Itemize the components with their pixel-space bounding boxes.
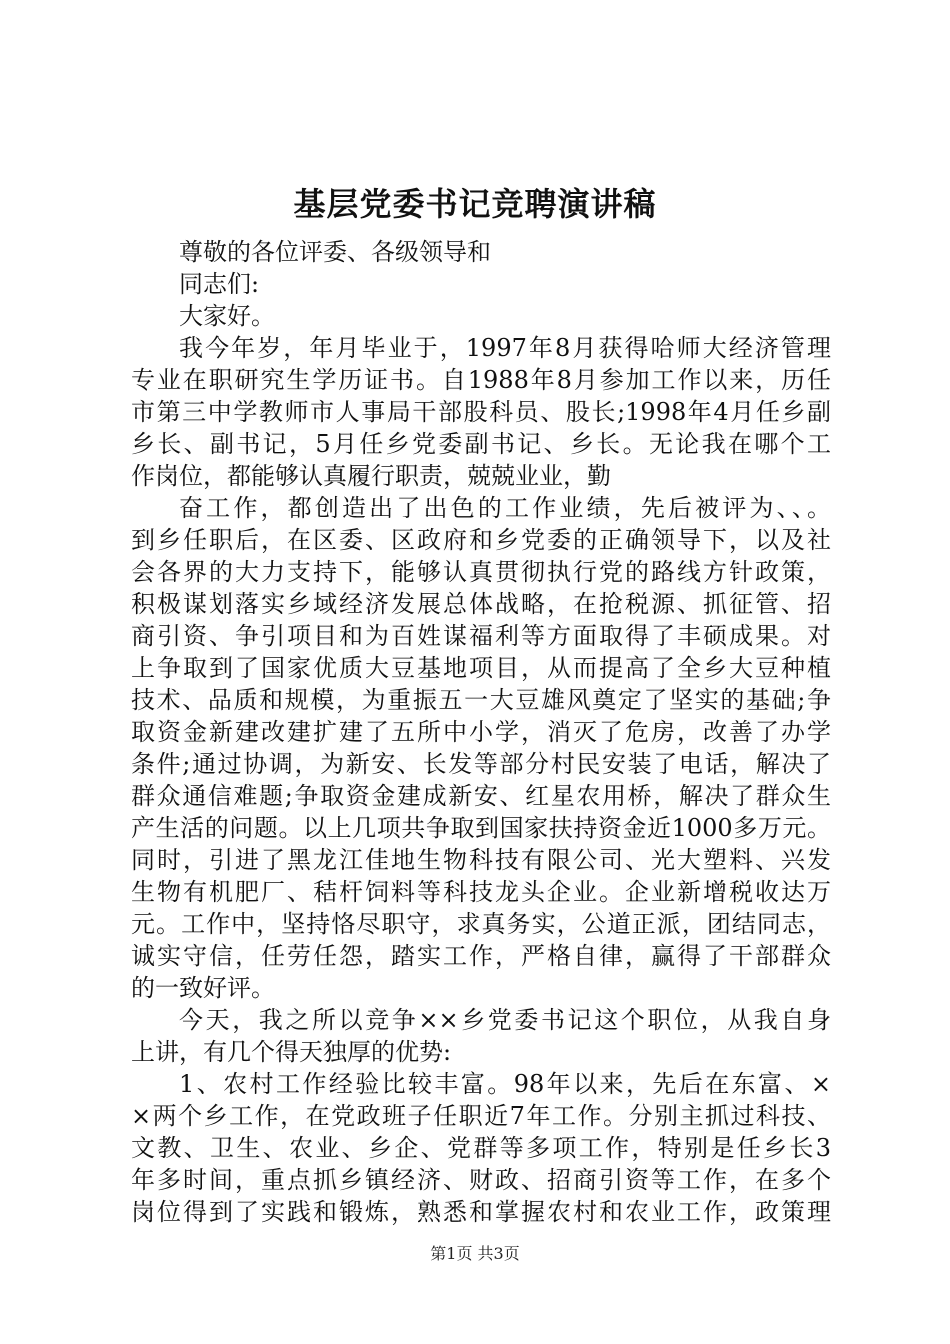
body-line: 尊敬的各位评委、各级领导和 [179, 238, 491, 266]
body-line: 年多时间，重点抓乡镇经济、财政、招商引资等工作，在多个 [131, 1166, 831, 1194]
body-line: 条件;通过协调，为新安、长发等部分村民安装了电话，解决了 [131, 750, 831, 778]
body-line: 会各界的大力支持下，能够认真贯彻执行党的路线方针政策， [131, 558, 831, 586]
body-line: ×两个乡工作，在党政班子任职近7年工作。分别主抓过科技、 [131, 1102, 831, 1130]
body-line: 大家好。 [179, 302, 275, 330]
body-line: 奋工作，都创造出了出色的工作业绩，先后被评为、、。 [179, 494, 831, 522]
body-line: 取资金新建改建扩建了五所中小学，消灭了危房，改善了办学 [131, 718, 831, 746]
body-line: 产生活的问题。以上几项共争取到国家扶持资金近1000多万元。 [131, 814, 831, 842]
body-line: 诚实守信，任劳任怨，踏实工作，严格自律，赢得了干部群众 [131, 942, 831, 970]
body-line: 技术、品质和规模，为重振五一大豆雄风奠定了坚实的基础;争 [131, 686, 831, 714]
body-line: 元。工作中，坚持恪尽职守，求真务实，公道正派，团结同志， [131, 910, 831, 938]
body-line: 生物有机肥厂、秸杆饲料等科技龙头企业。企业新增税收达万 [131, 878, 831, 906]
body-line: 积极谋划落实乡域经济发展总体战略，在抢税源、抓征管、招 [131, 590, 831, 618]
document-title: 基层党委书记竞聘演讲稿 [293, 185, 657, 223]
body-line: 商引资、争引项目和为百姓谋福利等方面取得了丰硕成果。对 [131, 622, 831, 650]
body-line: 作岗位，都能够认真履行职责，兢兢业业，勤 [131, 462, 611, 490]
body-line: 乡长、副书记，5月任乡党委副书记、乡长。无论我在哪个工 [131, 430, 831, 458]
body-line: 的一致好评。 [131, 974, 275, 1002]
body-line: 上争取到了国家优质大豆基地项目，从而提高了全乡大豆种植 [131, 654, 831, 682]
body-line: 专业在职研究生学历证书。自1988年8月参加工作以来，历任 [131, 366, 831, 394]
body-line: 同时，引进了黑龙江佳地生物科技有限公司、光大塑料、兴发 [131, 846, 831, 874]
page-footer: 第1页 共3页 [430, 1244, 520, 1263]
body-line: 我今年岁，年月毕业于，1997年8月获得哈师大经济管理 [179, 334, 831, 362]
document-body [131, 236, 831, 1228]
body-line: 群众通信难题;争取资金建成新安、红星农用桥，解决了群众生 [131, 782, 831, 810]
body-line: 1、农村工作经验比较丰富。98年以来，先后在东富、× [179, 1070, 831, 1098]
body-line: 到乡任职后，在区委、区政府和乡党委的正确领导下，以及社 [131, 526, 831, 554]
body-line: 文教、卫生、农业、乡企、党群等多项工作，特别是任乡长3 [131, 1134, 831, 1162]
body-line: 同志们: [179, 270, 260, 298]
body-line: 市第三中学教师市人事局干部股科员、股长;1998年4月任乡副 [131, 398, 831, 426]
body-line: 岗位得到了实践和锻炼，熟悉和掌握农村和农业工作，政策理 [131, 1198, 831, 1226]
body-line: 上讲，有几个得天独厚的优势: [131, 1038, 452, 1066]
body-line: 今天，我之所以竞争××乡党委书记这个职位，从我自身 [179, 1006, 831, 1034]
